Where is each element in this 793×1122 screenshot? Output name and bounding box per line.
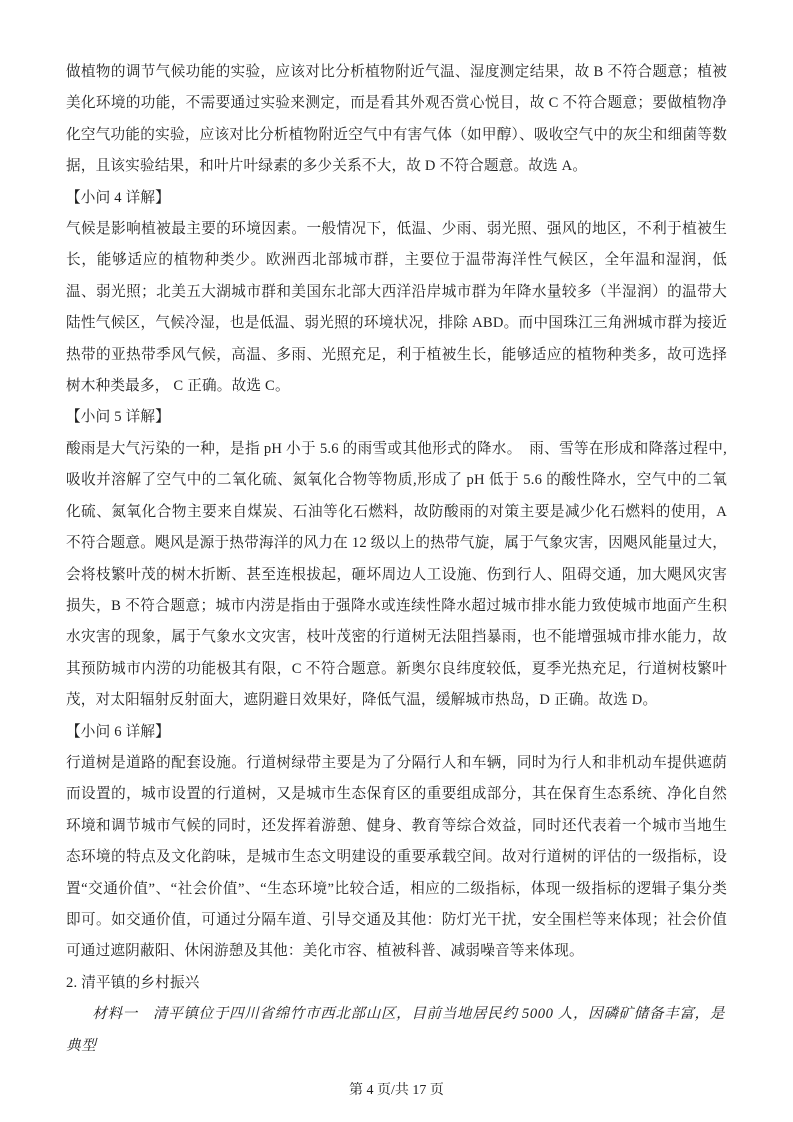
question-2-title: 2. 清平镇的乡村振兴 xyxy=(66,974,200,991)
page-content xyxy=(66,57,727,1062)
answer-paragraph-subq5: 酸雨是大气污染的一种，是指 pH 小于 5.6 的雨雪或其他形式的降水。 雨、雪等在形成和降落过程中,吸收并溶解了空气中的二氧化硫、氮氧化合物等物质,形成了 pH 低于 5.6 的酸性降水，空气中的二氧化硫、氮氧化合物主要来自煤炭、石油等化石燃料，故防酸雨的对策主要是减少化石燃料的使用，A 不符合题意。飓风是源于热带海洋的风力在 12 级以上的热带气旋，属于气象灾害，因飓风能量过大，会将枝繁叶茂的树木折断、甚至连根拔起，砸坏周边人工设施、伤到行人、阻碍交通，加大飓风灾害损失，B 不符合题意；城市内涝是指由于强降水或连续性降水超过城市排水能力致使城市地面产生积水灾害的现象，属于气象水文灾害，枝叶茂密的行道树无法阻挡暴雨，也不能增强城市排水能力，故其预防城市内涝的功能极其有限，C 不符合题意。新奥尔良纬度较低，夏季光热充足，行道树枝繁叶茂，对太阳辐射反射面大，遮阴避日效果好，降低气温，缓解城市热岛，D 正确。故选 D。 xyxy=(66,440,727,709)
page-number-footer: 第 4 页/共 17 页 xyxy=(349,1083,444,1098)
answer-paragraph-subq3: 做植物的调节气候功能的实验，应该对比分析植物附近气温、湿度测定结果，故 B 不符合题意；植被美化环境的功能，不需要通过实验来测定，而是看其外观否赏心悦目，故 C 不符合题意；要做植物净化空气功能的实验，应该对比分析植物附近空气中有害气体（如甲醇）、吸收空气中的灰尘和细菌等数据，且该实验结果，和叶片叶绿素的多少关系不大，故 D 不符合题意。故选 A。 xyxy=(66,64,727,175)
answer-paragraph-subq4: 气候是影响植被最主要的环境因素。一般情况下，低温、少雨、弱光照、强风的地区，不利于植被生长，能够适应的植物种类少。欧洲西北部城市群，主要位于温带海洋性气候区，全年温和湿润，低温、弱光照；北美五大湖城市群和美国东北部大西洋沿岸城市群为年降水量较多（半湿润）的温带大陆性气候区，气候冷湿，也是低温、弱光照的环境状况，排除 ABD。而中国珠江三角洲城市群为接近热带的亚热带季风气候，高温、多雨、光照充足，利于植被生长，能够适应的植物种类多，故可选择树木种类最多， C 正确。故选 C。 xyxy=(66,221,727,395)
material-1-paragraph: 材料一 清平镇位于四川省绵竹市西北部山区，目前当地居民约 5000 人，因磷矿储备丰富，是典型 xyxy=(66,1006,725,1054)
subquestion-5-heading: 【小问 5 详解】 xyxy=(66,409,170,426)
subquestion-4-heading: 【小问 4 详解】 xyxy=(66,189,170,206)
answer-paragraph-subq6: 行道树是道路的配套设施。行道树绿带主要是为了分隔行人和车辆，同时为行人和非机动车提供遮荫而设置的，城市设置的行道树，又是城市生态保育区的重要组成部分，其在保育生态系统、净化自然环境和调节城市气候的同时，还发挥着游憩、健身、教育等综合效益，同时还代表着一个城市当地生态环境的特点及文化韵味，是城市生态文明建设的重要承载空间。故对行道树的评估的一级指标，设置“交通价值”、“社会价值”、“生态环境”比较合适，相应的二级指标，体现一级指标的逻辑子集分类即可。如交通价值，可通过分隔车道、引导交通及其他：防灯光干扰，安全围栏等来体现；社会价值可通过遮阴蔽阳、休闲游憩及其他：美化市容、植被科普、减弱噪音等来体现。 xyxy=(66,754,727,960)
subquestion-6-heading: 【小问 6 详解】 xyxy=(66,723,170,740)
